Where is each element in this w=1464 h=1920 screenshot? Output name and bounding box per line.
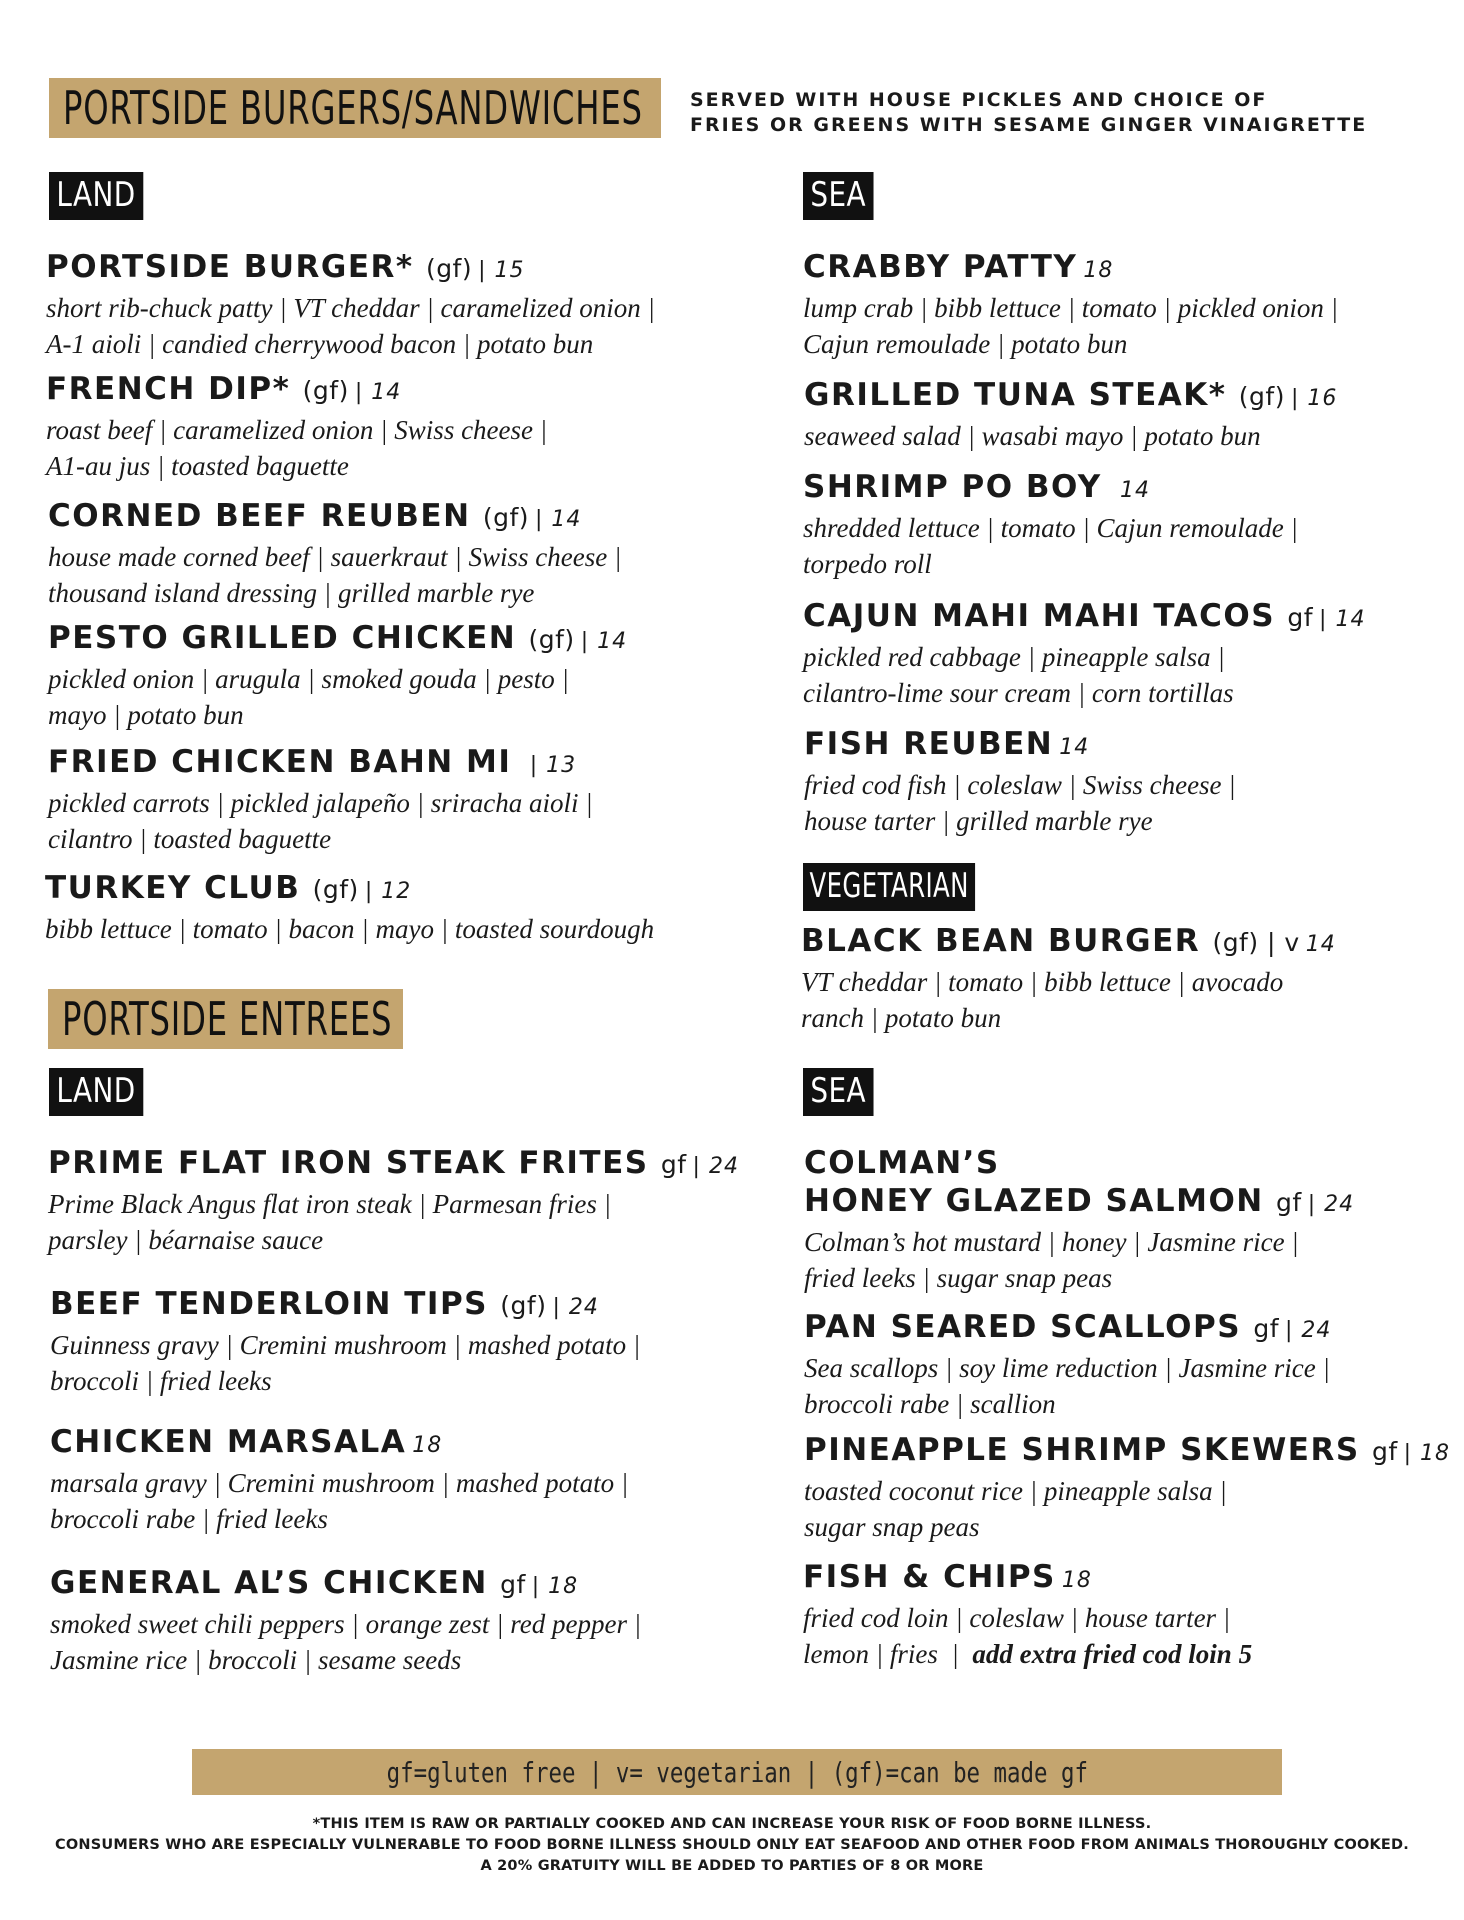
item-price: | 15 bbox=[478, 258, 525, 283]
item-description: seaweed salad | wasabi mayo | potato bun bbox=[804, 421, 1261, 451]
item-description: cilantro-lime sour cream | corn tortillas bbox=[803, 678, 1234, 708]
item-gf: gf bbox=[660, 1150, 687, 1179]
item-gf: gf bbox=[1287, 603, 1314, 632]
item-price: | 24 bbox=[692, 1154, 739, 1179]
item-gf: (gf) bbox=[500, 1291, 547, 1320]
burgers-sea-tag bbox=[803, 172, 889, 220]
menu-item bbox=[803, 1558, 1252, 1672]
item-name: BEEF TENDERLOIN TIPS bbox=[50, 1286, 488, 1322]
entrees-section-title-text: PORTSIDE ENTREES bbox=[62, 992, 393, 1046]
item-name: SHRIMP PO BOY bbox=[803, 469, 1102, 505]
item-description: fried cod fish | coleslaw | Swiss cheese | bbox=[804, 770, 1236, 800]
item-name: PORTSIDE BURGER* bbox=[46, 249, 414, 285]
item-description: broccoli rabe | fried leeks bbox=[50, 1504, 328, 1534]
item-description: ranch | potato bun bbox=[801, 1003, 1002, 1033]
menu-item bbox=[803, 468, 1298, 582]
item-description: roast beef | caramelized onion | Swiss cheese | bbox=[46, 415, 548, 445]
item-description: sugar snap peas bbox=[804, 1512, 980, 1542]
menu-item bbox=[45, 869, 654, 947]
item-description: parsley | béarnaise sauce bbox=[48, 1225, 324, 1255]
item-description: A1-au jus | toasted baguette bbox=[46, 451, 349, 481]
item-name: HONEY GLAZED SALMON bbox=[804, 1183, 1264, 1219]
item-gf: (gf) bbox=[302, 376, 349, 405]
vegetarian-tag bbox=[803, 863, 1042, 911]
item-gf: (gf) bbox=[425, 254, 473, 283]
menu-item bbox=[46, 370, 547, 484]
item-name: PAN SEARED SCALLOPS bbox=[804, 1309, 1242, 1345]
disclaimer-line-2: CONSUMERS WHO ARE ESPECIALLY VULNERABLE TO FOOD BORNE ILLNESS SHOULD ONLY EAT SEAFOOD AND OTHER FOOD FROM ANIMALS THOROUGHLY COOKED. bbox=[55, 1837, 1409, 1853]
menu-item bbox=[804, 1431, 1450, 1545]
served-line-1: SERVED WITH HOUSE PICKLES AND CHOICE OF bbox=[690, 89, 1268, 111]
item-price: 14 bbox=[1059, 735, 1090, 760]
item-price: | 24 bbox=[1307, 1192, 1355, 1217]
item-description: pickled red cabbage | pineapple salsa | bbox=[803, 642, 1225, 672]
menu-item bbox=[48, 1144, 739, 1258]
menu-item bbox=[804, 725, 1236, 839]
disclaimer bbox=[0, 1814, 1464, 1877]
item-name: BLACK BEAN BURGER bbox=[801, 923, 1201, 959]
legend-text: gf=gluten free | v= vegetarian | (gf)=can be made gf bbox=[386, 1755, 1088, 1789]
item-description: bibb lettuce | tomato | bacon | mayo | toasted sourdough bbox=[45, 914, 655, 944]
item-name: GENERAL AL’S CHICKEN bbox=[50, 1565, 488, 1601]
burgers-sea-tag-label: SEA bbox=[803, 172, 873, 220]
item-description: Cajun remoulade | potato bun bbox=[803, 329, 1128, 359]
item-name: CAJUN MAHI MAHI TACOS bbox=[803, 598, 1276, 634]
item-description: VT cheddar | tomato | bibb lettuce | avocado bbox=[801, 967, 1284, 997]
item-price: | 14 bbox=[354, 380, 402, 405]
item-gf: gf bbox=[1253, 1314, 1280, 1343]
item-description: A-1 aioli | candied cherrywood bacon | potato bun bbox=[46, 329, 594, 359]
served-with-note bbox=[690, 88, 1367, 138]
item-price: | 24 bbox=[1285, 1318, 1332, 1343]
menu-item bbox=[804, 1144, 1354, 1296]
menu-item bbox=[46, 248, 655, 362]
item-description: Sea scallops | soy lime reduction | Jasmine rice | bbox=[804, 1353, 1330, 1383]
item-description: Colman’s hot mustard | honey | Jasmine rice | bbox=[804, 1227, 1299, 1257]
item-description: cilantro | toasted baguette bbox=[48, 824, 332, 854]
item-description: fried leeks | sugar snap peas bbox=[804, 1263, 1113, 1293]
entrees-sea-tag-label: SEA bbox=[803, 1068, 873, 1116]
entrees-section-title bbox=[48, 989, 403, 1049]
legend-bar bbox=[192, 1749, 1282, 1795]
item-price: | 16 bbox=[1290, 386, 1338, 411]
item-price: | 24 bbox=[552, 1295, 599, 1320]
item-name: CRABBY PATTY bbox=[803, 249, 1078, 285]
item-price: | 12 bbox=[364, 879, 412, 904]
item-price: | 18 bbox=[1403, 1441, 1451, 1466]
item-gf: gf bbox=[500, 1570, 526, 1599]
served-line-2: FRIES OR GREENS WITH SESAME GINGER VINAIGRETTE bbox=[690, 114, 1368, 136]
item-gf: gf bbox=[1371, 1437, 1398, 1466]
menu-item bbox=[801, 922, 1336, 1036]
item-name: GRILLED TUNA STEAK* bbox=[804, 377, 1227, 413]
menu-item bbox=[48, 619, 627, 733]
item-description: shredded lettuce | tomato | Cajun remoulade | bbox=[803, 513, 1298, 543]
burgers-land-tag-label: LAND bbox=[49, 172, 143, 220]
item-name: TURKEY CLUB bbox=[45, 870, 301, 906]
item-description: house made corned beef | sauerkraut | Swiss cheese | bbox=[48, 542, 622, 572]
item-name: PESTO GRILLED CHICKEN bbox=[48, 620, 517, 656]
menu-item bbox=[48, 743, 593, 857]
item-description: marsala gravy | Cremini mushroom | mashed potato | bbox=[50, 1468, 629, 1498]
item-description: lump crab | bibb lettuce | tomato | pickled onion | bbox=[803, 293, 1339, 323]
disclaimer-line-3: A 20% GRATUITY WILL BE ADDED TO PARTIES OF 8 OR MORE bbox=[480, 1858, 984, 1874]
disclaimer-line-1: *THIS ITEM IS RAW OR PARTIALLY COOKED AND CAN INCREASE YOUR RISK OF FOOD BORNE ILLNESS. bbox=[312, 1816, 1152, 1832]
item-description: smoked sweet chili peppers | orange zest | red pepper | bbox=[50, 1609, 642, 1639]
menu-item bbox=[804, 1308, 1331, 1422]
menu-item bbox=[50, 1423, 628, 1537]
entrees-land-tag-label: LAND bbox=[49, 1068, 143, 1116]
item-description: short rib-chuck patty | VT cheddar | caramelized onion | bbox=[46, 293, 655, 323]
item-description: pickled carrots | pickled jalapeño | sriracha aioli | bbox=[48, 788, 593, 818]
item-price: | 14 bbox=[535, 507, 582, 532]
item-price: 14 bbox=[1120, 478, 1151, 503]
item-description: thousand island dressing | grilled marble rye bbox=[48, 578, 535, 608]
menu-item bbox=[48, 497, 621, 611]
item-name: FRENCH DIP* bbox=[46, 371, 291, 407]
item-description: broccoli rabe | scallion bbox=[804, 1389, 1056, 1419]
item-name: PRIME FLAT IRON STEAK FRITES bbox=[48, 1145, 649, 1181]
item-price: | 14 bbox=[1319, 607, 1366, 632]
item-name: PINEAPPLE SHRIMP SKEWERS bbox=[804, 1432, 1360, 1468]
add-on-note: add extra fried cod loin 5 bbox=[972, 1639, 1253, 1669]
item-gf: (gf) bbox=[1238, 382, 1285, 411]
item-description: house tarter | grilled marble rye bbox=[804, 806, 1153, 836]
item-price: | 18 bbox=[531, 1574, 579, 1599]
item-description: broccoli | fried leeks bbox=[50, 1366, 272, 1396]
item-name: FISH & CHIPS bbox=[803, 1559, 1056, 1595]
menu-item bbox=[803, 597, 1365, 711]
item-gf: (gf) bbox=[482, 503, 530, 532]
item-description: pickled onion | arugula | smoked gouda | pesto | bbox=[48, 664, 569, 694]
menu-item bbox=[50, 1564, 641, 1678]
item-description bbox=[803, 1636, 1252, 1672]
item-price: 18 bbox=[1083, 258, 1114, 283]
entrees-sea-tag bbox=[803, 1068, 889, 1116]
item-gf: (gf) | v bbox=[1212, 928, 1300, 957]
item-gf: (gf) bbox=[312, 875, 359, 904]
item-description: toasted coconut rice | pineapple salsa | bbox=[804, 1476, 1227, 1506]
item-description: Guinness gravy | Cremini mushroom | mashed potato | bbox=[50, 1330, 641, 1360]
item-price: 18 bbox=[412, 1433, 443, 1458]
item-price: 18 bbox=[1061, 1568, 1092, 1593]
item-name: FISH REUBEN bbox=[804, 726, 1054, 762]
item-name-line-1: COLMAN’S bbox=[804, 1145, 1000, 1181]
item-name: FRIED CHICKEN BAHN MI bbox=[48, 744, 512, 780]
burgers-section-title-text: PORTSIDE BURGERS/SANDWICHES bbox=[63, 81, 643, 135]
item-price: 14 bbox=[1305, 932, 1336, 957]
item-description: Prime Black Angus flat iron steak | Parmesan fries | bbox=[48, 1189, 612, 1219]
menu-item bbox=[50, 1285, 640, 1399]
burgers-section-title bbox=[49, 78, 661, 138]
item-description: torpedo roll bbox=[803, 549, 932, 579]
item-description: fried cod loin | coleslaw | house tarter | bbox=[803, 1603, 1231, 1633]
item-description: mayo | potato bun bbox=[48, 700, 244, 730]
item-description-text: lemon | fries | bbox=[803, 1639, 959, 1669]
item-name: CORNED BEEF REUBEN bbox=[48, 498, 471, 534]
burgers-land-tag bbox=[49, 172, 164, 220]
entrees-land-tag bbox=[49, 1068, 164, 1116]
menu-item bbox=[804, 376, 1337, 454]
item-gf: (gf) bbox=[528, 625, 575, 654]
item-price: | 14 bbox=[580, 629, 628, 654]
item-name: CHICKEN MARSALA bbox=[50, 1424, 407, 1460]
vegetarian-tag-label: VEGETARIAN bbox=[803, 863, 975, 911]
item-price: | 13 bbox=[529, 753, 577, 778]
item-description: Jasmine rice | broccoli | sesame seeds bbox=[50, 1645, 462, 1675]
menu-item bbox=[803, 248, 1338, 362]
item-gf: gf bbox=[1276, 1188, 1302, 1217]
